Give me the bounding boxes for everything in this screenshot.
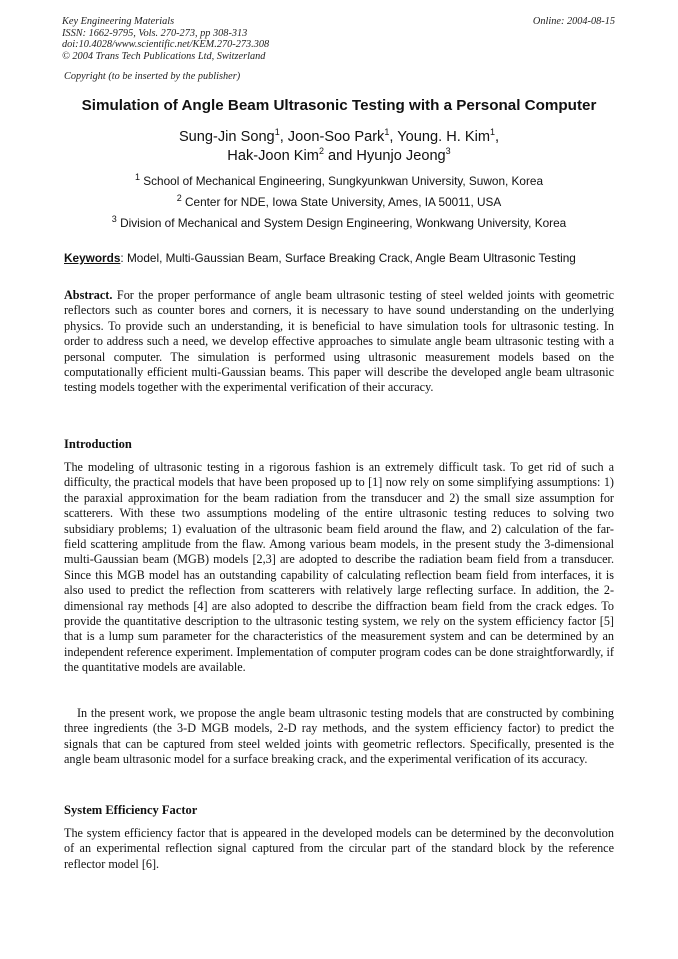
keywords-text: Model, Multi-Gaussian Beam, Surface Breaking Crack, Angle Beam Ultrasonic Testing — [123, 251, 576, 265]
author-name: , Young. H. Kim — [389, 129, 490, 145]
affiliation-text: Center for NDE, Iowa State University, Ames, IA 50011, USA — [185, 195, 502, 209]
affiliation-number: 1 — [134, 172, 140, 183]
keywords-line — [64, 251, 620, 265]
introduction-paragraph-2: In the present work, we propose the angle beam ultrasonic testing models that are constructed by combining three ingredients (the 3-D MGB models, 2-D ray methods, and the system efficiency factor) to predict the signals that can be captured from steel welded joints with geometric reflectors. Specifically, presented is the angle beam ultrasonic model for a surface breaking crack, and the experimental verification of its accuracy. — [64, 706, 614, 767]
affiliation-number: 3 — [111, 214, 117, 225]
introduction-paragraph-1: The modeling of ultrasonic testing in a rigorous fashion is an extremely difficult task. To get rid of such a difficulty, the practical models that have been proposed up to [1] now rely on some simplifying assumptions: 1) the paraxial approximation for the beam radiation from the transducer and 2) the small size assumption for scatterers. With these two assumptions modeling of the entire ultrasonic testing reduces to solving two subsidiary problems; 1) evaluation of the ultrasonic beam field around the flaw, and 2) calculation of the far-field scattering amplitude from the flaw. Among various beam models, in the present study the 3-dimensional multi-Gaussian beam (MGB) models [2,3] are adopted to describe the radiation beam field from a transducer. Since this MGB model has an outstanding capability of calculating reflection beam field from interfaces, it is also used to predict the reflection from scatterers with relatively large reflecting surface. In addition, the 2-dimensional ray methods [4] are also adopted to describe the diffraction beam field from the crack edges. To provide the quantitative description to the ultrasonic testing system, we rely on the system efficiency factor [5] that is a lump sum parameter for the characteristics of the measurement system and can be determined by an independent reference experiment. Implementation of computer program codes can be done straightforwardly, if the quantitative models are available. — [64, 460, 614, 675]
affiliation-number: 2 — [176, 193, 182, 204]
journal-header — [62, 16, 618, 62]
copyright-line: Copyright (to be inserted by the publisher) — [64, 71, 241, 82]
issn-line: ISSN: 1662-9795, Vols. 270-273, pp 308-313 — [62, 27, 248, 39]
affiliation-mark: 1 — [384, 127, 390, 138]
affiliation-mark: 1 — [489, 127, 495, 138]
journal-name: Key Engineering Materials — [62, 16, 175, 27]
affiliation-mark: 1 — [274, 127, 280, 138]
abstract-label: Abstract. — [64, 288, 113, 302]
affiliation-3 — [30, 216, 648, 230]
author-list — [30, 128, 648, 166]
online-date: Online: 2004-08-15 — [532, 16, 615, 27]
author-line-2 — [30, 147, 648, 166]
doi-line: doi:10.4028/www.scientific.net/KEM.270-273.308 — [62, 39, 270, 50]
keywords-label: Keywords — [64, 251, 121, 265]
affiliation-text: School of Mechanical Engineering, Sungkyunkwan University, Suwon, Korea — [143, 174, 544, 188]
abstract-paragraph — [64, 288, 614, 396]
keywords-colon: : — [120, 251, 124, 265]
author-name: and Hyunjo Jeong — [323, 148, 446, 164]
abstract-text: For the proper performance of angle beam ultrasonic testing of steel welded joints with geometric reflectors such as counter bores and corners, it is necessary to have sound understanding on the underlying physics. To provide such an understanding, it is beneficial to have simulation tools for ultrasonic testing. In order to address such a need, we develop effective approaches to simulate angle beam ultrasonic testing with a personal computer. The simulation is performed using ultrasonic measurement models based on the computationally efficient multi-Gaussian beams. This paper will describe the developed angle beam ultrasonic testing models together with the experimental verification of their accuracy. — [64, 288, 614, 395]
author-separator: , — [495, 129, 500, 145]
publisher-line: © 2004 Trans Tech Publications Ltd, Switzerland — [62, 50, 266, 62]
system-efficiency-paragraph-1: The system efficiency factor that is appeared in the developed models can be determined by the deconvolution of an experimental reflection signal captured from the circular part of the standard block by the reference reflector model [6]. — [64, 826, 614, 871]
author-name: Sung-Jin Song — [178, 129, 275, 145]
affiliation-text: Division of Mechanical and System Design Engineering, Wonkwang University, Korea — [120, 216, 567, 230]
affiliation-1 — [30, 174, 648, 188]
section-heading-introduction: Introduction — [64, 437, 132, 451]
affiliation-mark: 2 — [318, 146, 324, 157]
paper-title: Simulation of Angle Beam Ultrasonic Testing with a Personal Computer — [81, 97, 597, 114]
affiliation-2 — [30, 195, 648, 209]
author-name: , Joon-Soo Park — [279, 129, 385, 145]
affiliation-mark: 3 — [445, 146, 451, 157]
section-heading-system-efficiency: System Efficiency Factor — [64, 803, 198, 817]
author-line-1 — [30, 128, 648, 147]
author-name: Hak-Joon Kim — [227, 148, 319, 164]
